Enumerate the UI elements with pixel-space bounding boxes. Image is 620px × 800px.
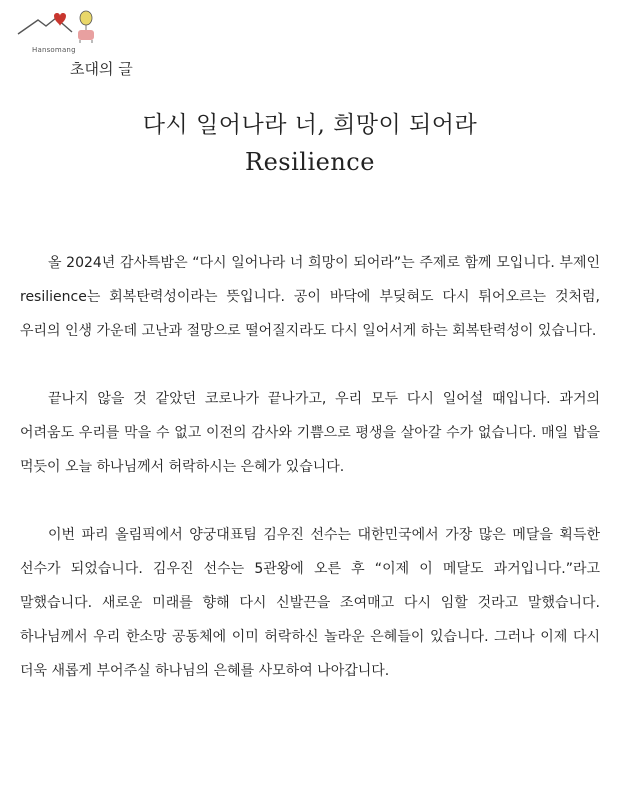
hansomang-logo [14,8,104,52]
paragraph-3: 이번 파리 올림픽에서 양궁대표팀 김우진 선수는 대한민국에서 가장 많은 메달을 획득한 선수가 되었습니다. 김우진 선수는 5관왕에 오른 후 “이제 이 메달도 과거입니다.”라고 말했습니다. 새로운 미래를 향해 다시 신발끈을 조여매고 다시 임할 것라고 말했습니다. 하나님께서 우리 한소망 공동체에 이미 허락하신 놀라운 은혜들이 있습니다. 그러나 이제 다시 더욱 새롭게 부어주실 하나님의 은혜를 사모하여 나아갑니다. [20,527,600,679]
logo-illustration [14,8,104,44]
paragraph-2: 끝나지 않을 것 같았던 코로나가 끝나가고, 우리 모두 다시 일어설 때입니다. 과거의 어려움도 우리를 막을 수 없고 이전의 감사와 기쁨으로 평생을 살아갈 수가 없습니다. 매일 밥을 먹듯이 오늘 하나님께서 허락하시는 은혜가 있습니다. [20,391,600,475]
logo-text: Hansomang [32,46,76,54]
letter-body [20,246,600,722]
page-subtitle: Resilience [245,148,375,176]
paragraph-1: 올 2024년 감사특밤은 “다시 일어나라 너 희망이 되어라”는 주제로 함께 모입니다. 부제인 resilience는 회복탄력성이라는 뜻입니다. 공이 바닥에 부딪혀도 다시 튀어오르는 것처럼, 우리의 인생 가운데 고난과 절망으로 떨어질지라도 다시 일어서게 하는 회복탄력성이 있습니다. [20,255,600,339]
section-label: 초대의 글 [70,60,133,78]
page-title: 다시 일어나라 너, 희망이 되어라 [142,112,478,138]
